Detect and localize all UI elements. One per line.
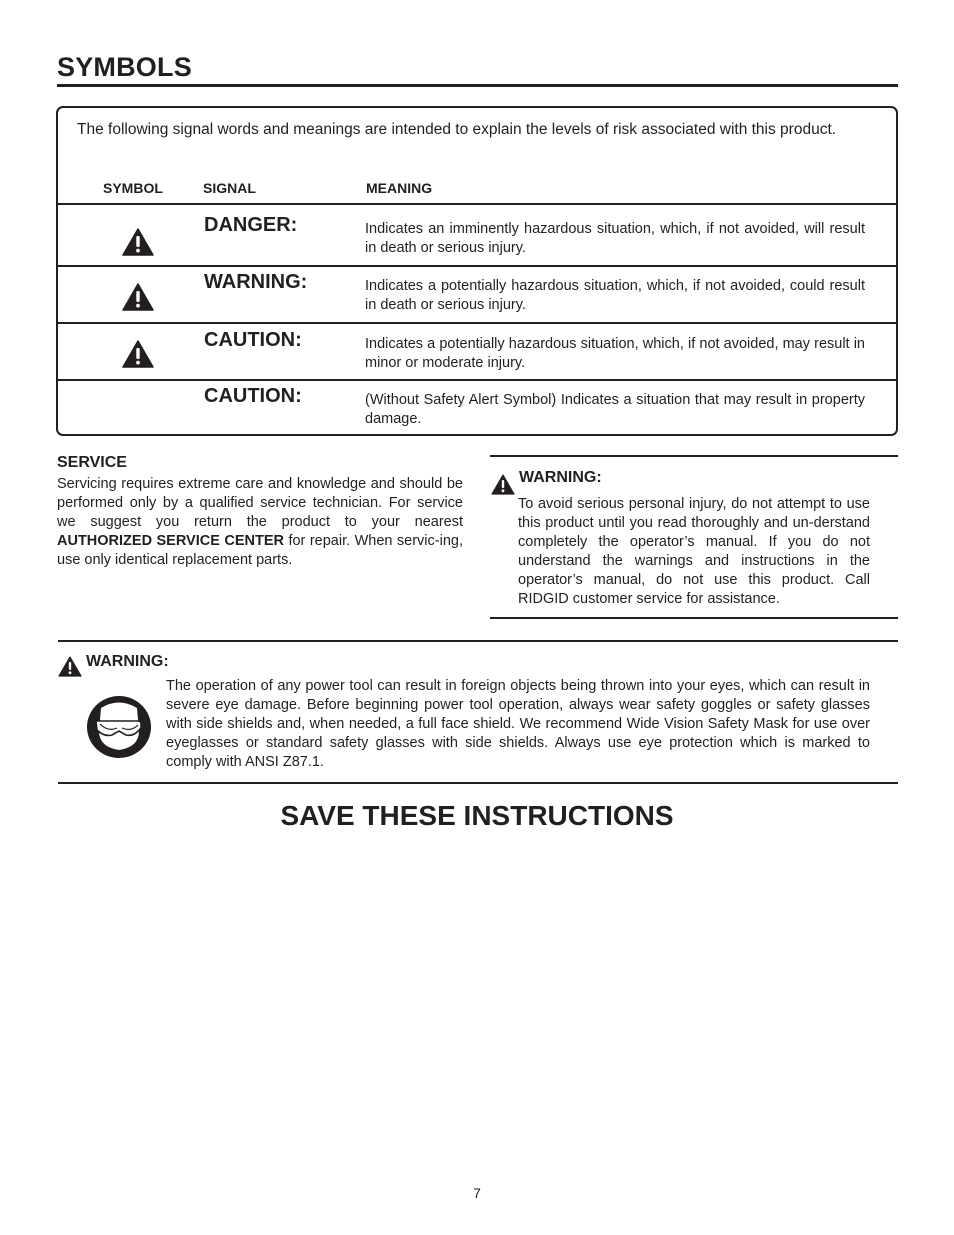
save-instructions-heading: SAVE THESE INSTRUCTIONS [280,800,674,831]
page-number: 7 [473,1185,481,1201]
eye-warning-bottom-rule [58,782,898,784]
signal-word: CAUTION: [204,329,302,351]
safety-alert-icon [58,656,82,677]
signal-meaning: Indicates a potentially hazardous situation, which, if not avoided, could result in death or serious injury. [365,278,865,313]
symbol-column-header: SYMBOL [103,180,163,196]
row-divider [58,379,896,381]
warning-box-bottom-rule [490,617,898,619]
service-text: for repair. When servic-ing, use only identical replacement parts. [57,533,463,568]
warning-body: To avoid serious personal injury, do not attempt to use this product until you read thoroughly and un-derstand completely the operator’s manual. If you do not understand the warnings and instructions in the operator’s manual, do not use this product. Call RIDGID customer service for assistance. [518,496,870,607]
safety-goggles-icon [86,695,152,759]
title-rule [57,84,898,87]
warning-heading: WARNING: [519,469,602,486]
service-center-emphasis: AUTHORIZED SERVICE CENTER [57,533,284,549]
signal-column-header: SIGNAL [203,180,256,196]
safety-alert-icon [491,474,515,495]
service-body [57,475,463,570]
eye-warning-heading: WARNING: [86,653,169,670]
signal-meaning: Indicates an imminently hazardous situation, which, if not avoided, will result in death or serious injury. [365,221,865,256]
row-divider [58,322,896,324]
safety-alert-icon [122,228,154,256]
row-divider [58,265,896,267]
safety-alert-icon [122,340,154,368]
row-divider [58,203,896,205]
warning-box-top-rule [490,455,898,457]
eye-warning-top-rule [58,640,898,642]
page-title: SYMBOLS [57,52,192,82]
service-heading: SERVICE [57,454,127,471]
symbols-intro: The following signal words and meanings are intended to explain the levels of risk associated with this product. [77,121,837,138]
safety-alert-icon [122,283,154,311]
symbols-table [56,106,898,436]
service-text: Servicing requires extreme care and knowledge and should be performed only by a qualified service technician. For service we suggest you return the product to your nearest [57,476,463,530]
signal-word: CAUTION: [204,385,302,407]
signal-word: WARNING: [204,271,308,293]
meaning-column-header: MEANING [366,180,433,196]
signal-word: DANGER: [204,214,298,236]
signal-meaning: Indicates a potentially hazardous situation, which, if not avoided, may result in minor or moderate injury. [365,336,865,371]
signal-meaning: (Without Safety Alert Symbol) Indicates a situation that may result in property damage. [365,392,865,427]
eye-warning-body: The operation of any power tool can result in foreign objects being thrown into your eyes, which can result in severe eye damage. Before beginning power tool operation, always wear safety goggles or safety glasses with side shields and, when needed, a full face shield. We recommend Wide Vision Safety Mask for use over eyeglasses or standard safety glasses with side shields. Always use eye protection which is marked to comply with ANSI Z87.1. [166,678,870,770]
